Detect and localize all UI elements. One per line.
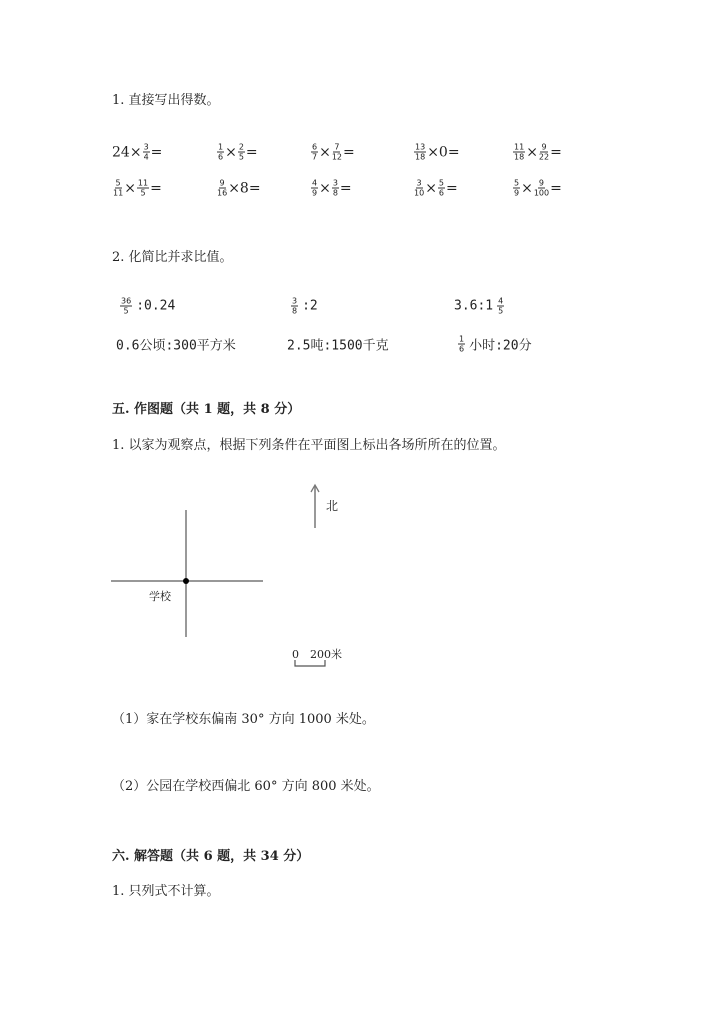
denominator: 11 xyxy=(113,188,124,198)
denominator: 5 xyxy=(123,306,129,316)
q1-title: 1. 直接写出得数。 xyxy=(112,93,220,108)
school-point xyxy=(183,578,189,584)
denominator: 8 xyxy=(332,188,338,198)
numerator: 5 xyxy=(115,178,121,188)
operator: × xyxy=(228,180,240,196)
operator: × xyxy=(319,180,331,196)
section-6-title: 六. 解答题（共 6 题，共 34 分） xyxy=(112,849,310,864)
scale-zero: 0 xyxy=(292,648,299,661)
numerator: 5 xyxy=(514,178,520,188)
operator: × xyxy=(124,180,136,196)
north-label: 北 xyxy=(326,499,339,513)
numerator: 7 xyxy=(334,142,340,152)
denominator: 100 xyxy=(533,188,550,198)
numerator: 11 xyxy=(514,142,525,152)
denominator: 6 xyxy=(218,152,224,162)
numerator: 6 xyxy=(312,142,318,152)
numerator: 3 xyxy=(332,178,338,188)
operator: = xyxy=(550,180,562,196)
numerator: 3 xyxy=(143,142,149,152)
operator: = xyxy=(150,144,163,160)
denominator: 5 xyxy=(140,188,146,198)
operator: = xyxy=(339,180,352,196)
numerator: 4 xyxy=(312,178,318,188)
scale-label: 200米 xyxy=(310,648,342,661)
numerator: 1 xyxy=(459,334,465,344)
term: 2.5吨:1500千克 xyxy=(287,338,389,354)
section-6-question: 1. 只列式不计算。 xyxy=(112,884,220,899)
denominator: 4 xyxy=(143,152,149,162)
q2-title: 2. 化简比并求比值。 xyxy=(112,250,233,265)
condition-1: （1）家在学校东偏南 30° 方向 1000 米处。 xyxy=(112,712,375,727)
term: 8 xyxy=(239,180,249,196)
operator: = xyxy=(245,144,258,160)
operator: = xyxy=(447,144,460,160)
term: :0.24 xyxy=(136,298,176,314)
operator: = xyxy=(248,180,261,196)
section-5-question: 1. 以家为观察点，根据下列条件在平面图上标出各场所所在的位置。 xyxy=(112,438,506,453)
school-label: 学校 xyxy=(149,590,171,603)
denominator: 8 xyxy=(292,306,298,316)
operator: × xyxy=(129,144,142,160)
denominator: 6 xyxy=(459,344,465,354)
operator: = xyxy=(446,180,458,196)
operator: = xyxy=(343,144,355,160)
denominator: 12 xyxy=(331,152,343,162)
denominator: 16 xyxy=(217,188,228,198)
denominator: 9 xyxy=(514,188,520,198)
operator: × xyxy=(521,180,533,196)
denominator: 5 xyxy=(238,152,244,162)
term: :2 xyxy=(302,298,318,314)
term: 0.6公顷:300平方米 xyxy=(116,338,236,354)
numerator: 36 xyxy=(121,296,132,306)
term: 24 xyxy=(112,144,130,160)
numerator: 9 xyxy=(219,178,225,188)
denominator: 9 xyxy=(312,188,318,198)
operator: × xyxy=(425,180,437,196)
operator: × xyxy=(225,144,237,160)
numerator: 5 xyxy=(438,178,445,188)
denominator: 18 xyxy=(415,152,426,162)
numerator: 3 xyxy=(292,296,298,306)
operator: = xyxy=(550,144,562,160)
numerator: 4 xyxy=(498,296,504,306)
numerator: 11 xyxy=(137,178,149,188)
term: 3.6:1 xyxy=(454,298,494,314)
numerator: 13 xyxy=(415,142,426,152)
denominator: 6 xyxy=(438,188,445,198)
operator: × xyxy=(427,144,439,160)
term: 0 xyxy=(438,144,448,160)
term: 小时:20分 xyxy=(469,338,532,354)
section-5-title: 五. 作图题（共 1 题，共 8 分） xyxy=(112,402,301,417)
operator: × xyxy=(526,144,538,160)
denominator: 22 xyxy=(538,152,550,162)
denominator: 5 xyxy=(498,306,504,316)
operator: = xyxy=(150,180,162,196)
numerator: 3 xyxy=(416,178,422,188)
denominator: 18 xyxy=(514,152,525,162)
denominator: 7 xyxy=(312,152,318,162)
numerator: 9 xyxy=(538,178,545,188)
numerator: 9 xyxy=(541,142,547,152)
condition-2: （2）公园在学校西偏北 60° 方向 800 米处。 xyxy=(112,779,380,794)
operator: × xyxy=(319,144,331,160)
denominator: 10 xyxy=(414,188,425,198)
numerator: 1 xyxy=(218,142,224,152)
numerator: 2 xyxy=(238,142,244,152)
